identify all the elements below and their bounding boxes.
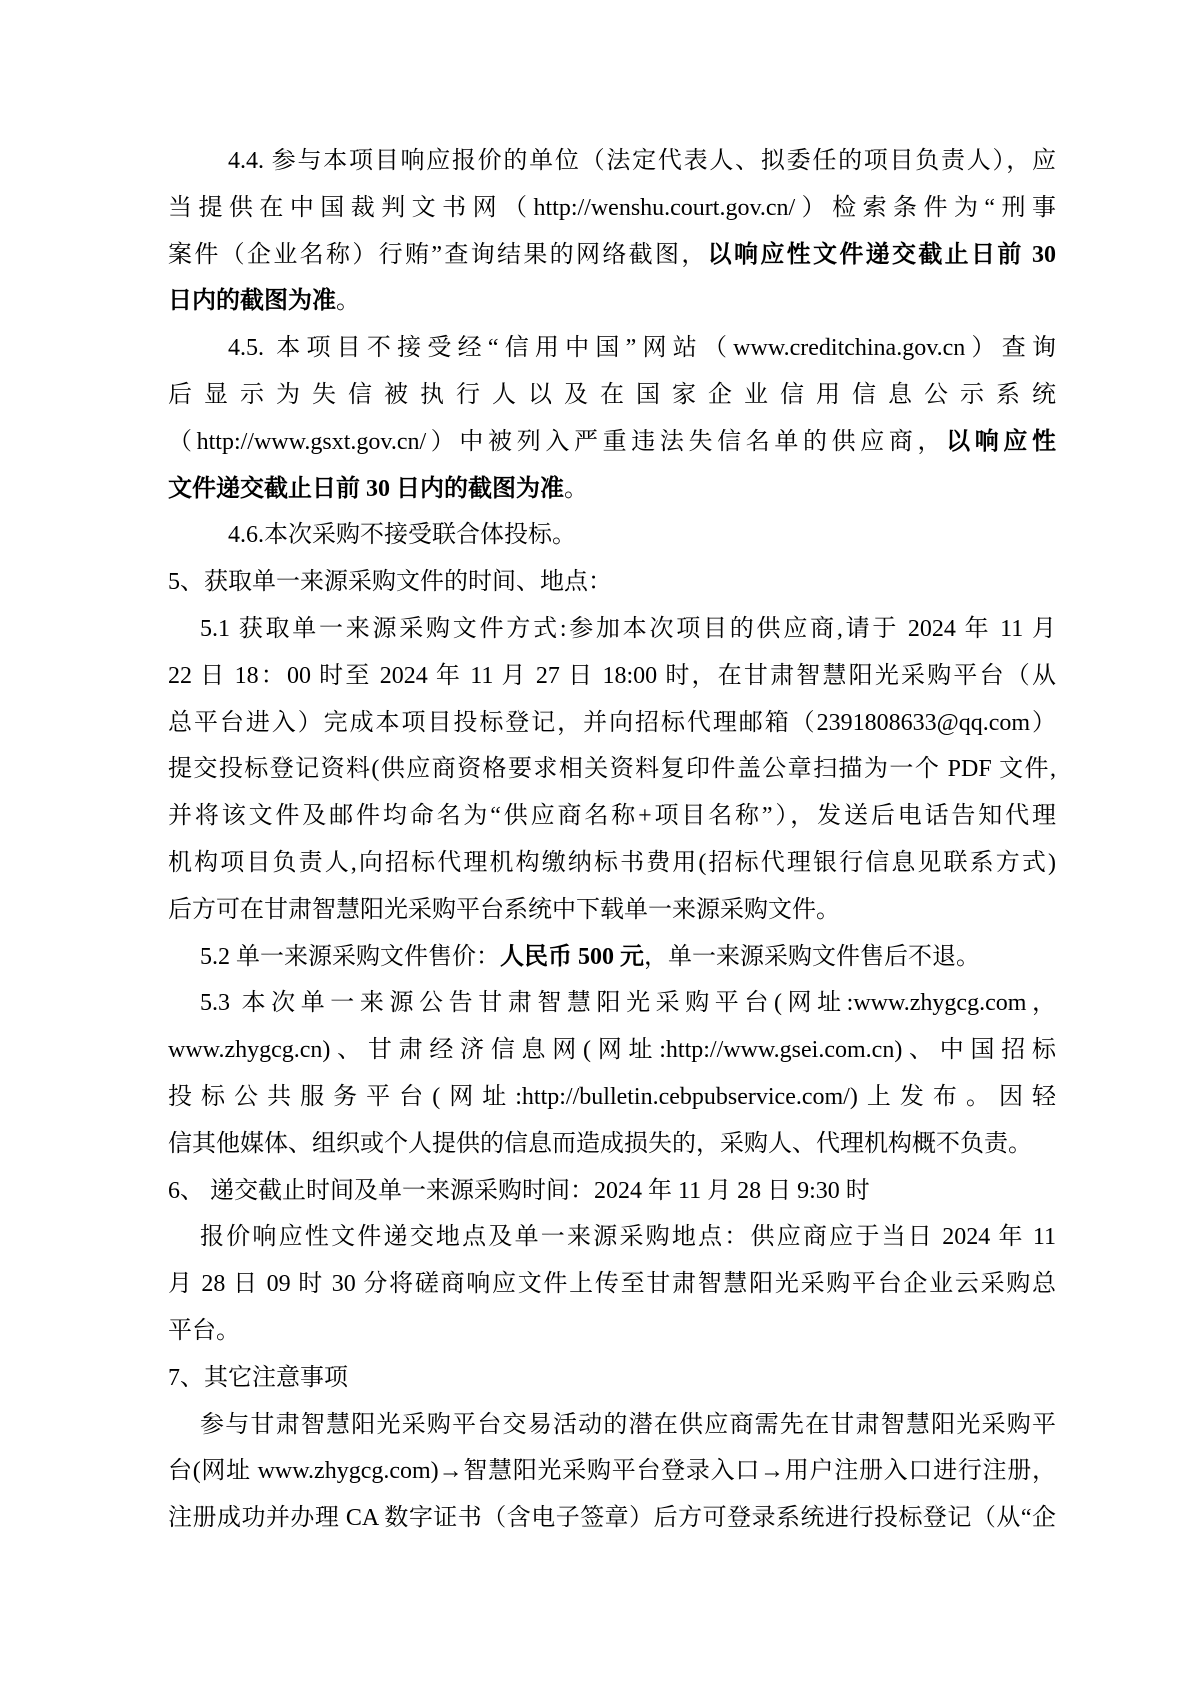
bold-text-segment: 日内的截图为准 — [168, 288, 336, 315]
text-segment: 提交投标登记资料(供应商资格要求相关资料复印件盖公章扫描为一个 PDF 文件, — [168, 756, 1056, 783]
clause-6-heading — [168, 1168, 1056, 1215]
text-line — [168, 840, 1056, 887]
bold-text-segment: 以响应性文件递交截止日前 30 — [707, 241, 1057, 268]
text-segment: 总平台进入）完成本项目投标登记，并向招标代理邮箱（2391808633@qq.com） — [168, 709, 1056, 736]
text-line — [168, 700, 1056, 747]
text-segment: 机构项目负责人,向招标代理机构缴纳标书费用(招标代理银行信息见联系方式) — [168, 849, 1056, 876]
text-line — [168, 1214, 1056, 1261]
text-segment: 。 — [336, 288, 360, 315]
clause-5-heading — [168, 559, 1056, 606]
text-line — [168, 232, 1056, 279]
text-segment: 并将该文件及邮件均命名为“供应商名称+项目名称”），发送后电话告知代理 — [168, 803, 1056, 830]
text-segment: 7、其它注意事项 — [168, 1364, 348, 1391]
text-segment: 5.3 本次单一来源公告甘肃智慧阳光采购平台(网址:www.zhygcg.com， — [200, 990, 1056, 1017]
clause-7-heading — [168, 1355, 1056, 1402]
text-line — [168, 559, 1056, 606]
text-segment: 投标公共服务平台(网址:http://bulletin.cebpubservice.com/)上发布。因轻 — [168, 1083, 1056, 1110]
clause-4-4 — [168, 138, 1056, 325]
text-segment: 。 — [564, 475, 588, 502]
clause-4-6 — [168, 512, 1056, 559]
text-segment: 案件（企业名称）行贿”查询结果的网络截图， — [168, 241, 708, 268]
text-line — [168, 1121, 1056, 1168]
text-segment: 报价响应性文件递交地点及单一来源采购地点：供应商应于当日 2024 年 11 — [200, 1224, 1056, 1251]
text-segment: （http://www.gsxt.gov.cn/）中被列入严重违法失信名单的供应商， — [168, 428, 947, 455]
text-line — [168, 606, 1056, 653]
text-line — [168, 746, 1056, 793]
text-segment: 信其他媒体、组织或个人提供的信息而造成损失的，采购人、代理机构概不负责。 — [168, 1130, 1032, 1157]
text-line — [168, 887, 1056, 934]
text-line — [168, 653, 1056, 700]
text-segment: 后方可在甘肃智慧阳光采购平台系统中下载单一来源采购文件。 — [168, 896, 840, 923]
text-segment: 月 28 日 09 时 30 分将磋商响应文件上传至甘肃智慧阳光采购平台企业云采购总 — [168, 1271, 1056, 1298]
bold-text-segment: 以响应性 — [946, 428, 1057, 455]
text-segment: 4.4. 参与本项目响应报价的单位（法定代表人、拟委任的项目负责人），应 — [228, 148, 1056, 174]
text-segment: ，单一来源采购文件售后不退。 — [644, 943, 980, 970]
text-segment: 5、获取单一来源采购文件的时间、地点： — [168, 569, 612, 596]
clause-7-body — [168, 1402, 1056, 1542]
text-segment: 台(网址 www.zhygcg.com)→智慧阳光采购平台登录入口→用户注册入口进行注册， — [168, 1458, 1056, 1485]
text-line — [168, 466, 1056, 513]
text-segment: 5.1 获取单一来源采购文件方式:参加本次项目的供应商,请于 2024 年 11 月 — [200, 615, 1056, 642]
text-segment: 4.5. 本项目不接受经“信用中国”网站（www.creditchina.gov.cn）查询 — [228, 335, 1056, 362]
text-segment: 22 日 18：00 时至 2024 年 11 月 27 日 18:00 时，在甘肃智慧阳光采购平台（从 — [168, 662, 1056, 689]
text-line — [168, 185, 1056, 232]
clause-5-1 — [168, 606, 1056, 934]
text-line — [168, 1027, 1056, 1074]
text-line — [168, 278, 1056, 325]
text-line — [168, 1168, 1056, 1215]
clause-5-2 — [168, 934, 1056, 981]
text-segment: 平台。 — [168, 1317, 240, 1344]
text-line — [168, 980, 1056, 1027]
text-line — [168, 419, 1056, 466]
text-line — [168, 1261, 1056, 1308]
text-segment: 6、 递交截止时间及单一来源采购时间：2024 年 11 月 28 日 9:30 时 — [168, 1177, 870, 1204]
clause-4-5 — [168, 325, 1056, 512]
text-line — [168, 1495, 1056, 1542]
text-line — [168, 934, 1056, 981]
text-segment: www.zhygcg.cn)、甘肃经济信息网(网址:http://www.gsei.com.cn)、中国招标 — [168, 1037, 1056, 1064]
text-line — [168, 1448, 1056, 1495]
text-line — [168, 1402, 1056, 1449]
clause-5-3 — [168, 980, 1056, 1167]
bold-text-segment: 文件递交截止日前 30 日内的截图为准 — [168, 475, 564, 502]
text-line — [168, 138, 1056, 185]
text-segment: 4.6.本次采购不接受联合体投标。 — [228, 522, 576, 549]
text-segment: 后显示为失信被执行人以及在国家企业信用信息公示系统 — [168, 381, 1056, 408]
document-body — [168, 138, 1056, 1542]
text-line — [168, 793, 1056, 840]
text-line — [168, 1308, 1056, 1355]
text-line — [168, 1074, 1056, 1121]
text-segment: 5.2 单一来源采购文件售价： — [200, 943, 500, 970]
text-line — [168, 325, 1056, 372]
text-line — [168, 372, 1056, 419]
text-segment: 当提供在中国裁判文书网（http://wenshu.court.gov.cn/）检索条件为“刑事 — [168, 194, 1056, 221]
bold-text-segment: 人民币 500 元 — [500, 943, 644, 970]
clause-6-body — [168, 1214, 1056, 1354]
text-segment: 参与甘肃智慧阳光采购平台交易活动的潜在供应商需先在甘肃智慧阳光采购平 — [200, 1411, 1056, 1438]
text-line — [168, 512, 1056, 559]
text-line — [168, 1355, 1056, 1402]
text-segment: 注册成功并办理 CA 数字证书（含电子签章）后方可登录系统进行投标登记（从“企 — [168, 1505, 1056, 1532]
